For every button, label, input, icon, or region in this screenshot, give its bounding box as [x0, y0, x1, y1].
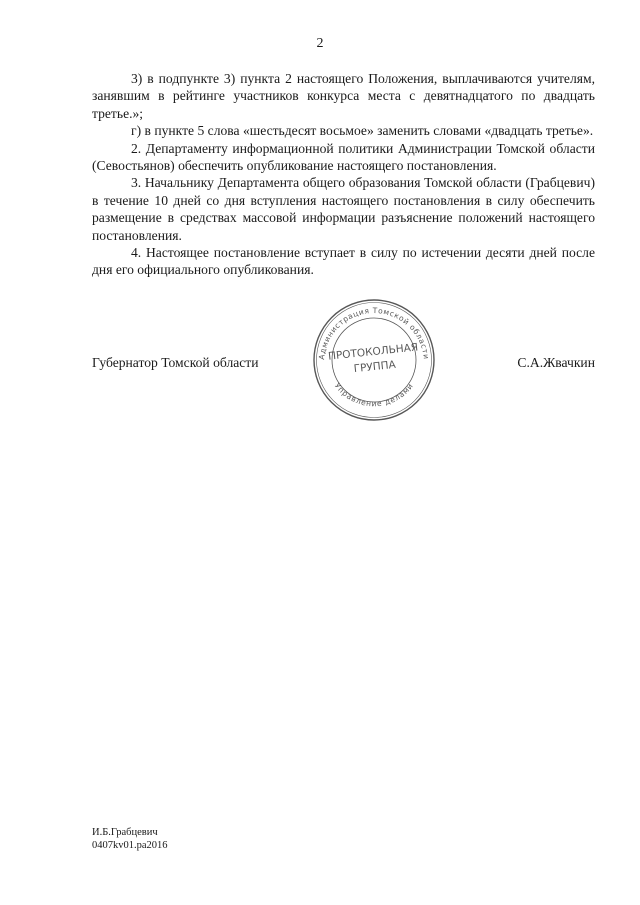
stamp-ring-bottom-text: Управление делами [332, 381, 416, 409]
stamp-center-line2: ГРУППА [353, 358, 397, 376]
footer-file-code: 0407kv01.pa2016 [92, 840, 168, 851]
official-stamp [311, 297, 437, 423]
document-body [92, 70, 595, 279]
page-number: 2 [316, 36, 324, 51]
signatory-position: Губернатор Томской области [92, 355, 259, 370]
paragraph-item-2: 2. Департаменту информационной политики Администрации Томской области (Севостьянов) обеспечить опубликование настоящего постановления. [92, 140, 595, 174]
svg-text:Управление делами [333, 381, 415, 408]
paragraph-item-3: 3. Начальнику Департамента общего образования Томской области (Грабцевич) в течение 10 дней со дня вступления настоящего постановления в силу обеспечить размещение в средствах массовой информации разъяснение положений настоящего постановления. [92, 175, 595, 243]
footer-note [92, 826, 168, 852]
paragraph-subpoint-3: 3) в подпункте 3) пункта 2 настоящего Положения, выплачиваются учителям, занявшим в рейтинге участников конкурса места с девятнадцатого по двадцать третье.»; [92, 71, 595, 121]
stamp-center-line1: ПРОТОКОЛЬНАЯ [327, 341, 419, 363]
paragraph-item-4: 4. Настоящее постановление вступает в силу по истечении десяти дней после дня его официального опубликования. [92, 245, 595, 278]
paragraph-subpoint-g: г) в пункте 5 слова «шестьдесят восьмое» заменить словами «двадцать третье». [131, 123, 594, 139]
footer-author: И.Б.Грабцевич [92, 827, 158, 838]
stamp-ring-top-text: Администрация Томской области [317, 305, 431, 361]
signatory-name: С.А.Жвачкин [517, 355, 595, 370]
